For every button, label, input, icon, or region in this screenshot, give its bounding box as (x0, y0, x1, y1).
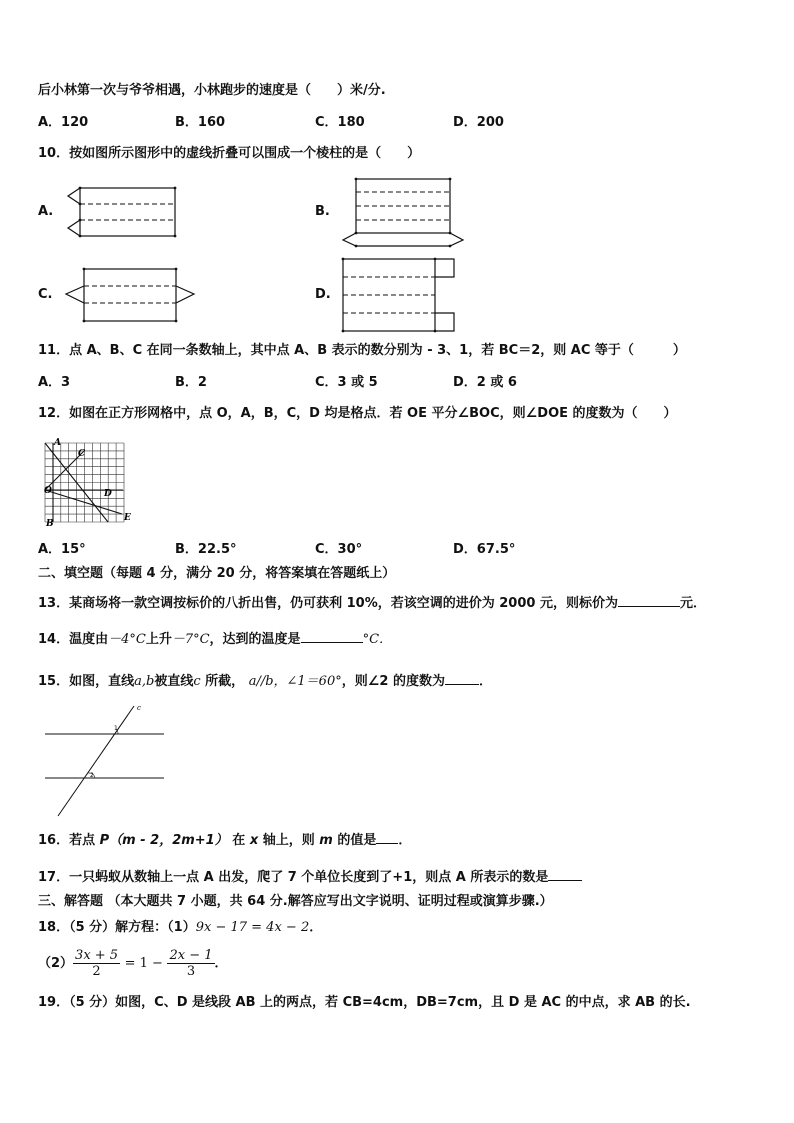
q16-text-3: 轴上，则 (262, 833, 315, 848)
q19-text: 19．（5 分）如图，C、D 是线段 AB 上的两点，若 CB=4cm，DB=7cm，且 D 是 AC 的中点，求 AB 的长. (38, 995, 691, 1010)
q18-equals: = 1 − (124, 956, 163, 971)
q11-stem: 11．点 A、B、C 在同一条数轴上，其中点 A、B 表示的数分别为 - 3、1，若 BC＝2，则 AC 等于（ ） (38, 343, 686, 358)
q15-text-4: ，则∠2 的度数为 (341, 674, 445, 689)
q9-option-c: C．180 (315, 115, 365, 130)
q10-figure-b (340, 176, 470, 248)
q15-parallel-lines-figure (42, 702, 172, 820)
section-3-heading: 三、解答题 （本大题共 7 小题，共 64 分.解答应写出文字说明、证明过程或演算步骤.） (38, 894, 553, 909)
q13 (38, 594, 706, 612)
q18-equation-1: 9x − 17 = 4x − 2 (195, 920, 310, 935)
q12-option-c: C．30° (315, 542, 363, 557)
q13-unit: 元． (679, 596, 706, 611)
q16-answer-blank[interactable] (376, 831, 398, 844)
fraction-2-denominator: 3 (186, 964, 196, 979)
q9-stem-tail: 后小林第一次与爷爷相遇，小林跑步的速度是（ ）米/分. (38, 83, 386, 98)
q14-text-3: ，达到的温度是 (209, 632, 301, 647)
label-c: c (137, 704, 141, 712)
q15-end: ． (478, 674, 492, 689)
q17-text: 17．一只蚂蚁从数轴上一点 A 出发，爬了 7 个单位长度到了+1，则点 A 所表示的数是 (38, 870, 549, 885)
q14-text-1: 14．温度由 (38, 632, 109, 647)
q14 (38, 630, 392, 648)
q15-text-2: 被直线 (154, 674, 194, 689)
q16-point: P（m - 2，2m+1） (99, 833, 228, 848)
q11-option-c: C．3 或 5 (315, 375, 378, 390)
label-b: B (46, 519, 54, 529)
fraction-1-numerator: 3x + 5 (75, 948, 119, 963)
q9-option-a: A．120 (38, 115, 89, 130)
q16-text-4: 的值是 (337, 833, 377, 848)
q15-condition: a//b，∠1＝60° (248, 674, 342, 689)
q10-figure-d (340, 256, 460, 334)
q11-option-d: D．2 或 6 (453, 375, 517, 390)
fraction-1 (73, 948, 120, 979)
q14-text-2: 上升 (145, 632, 172, 647)
q17 (38, 868, 582, 886)
q15-transversal: c (193, 674, 201, 689)
q10-label-b: B. (315, 204, 330, 219)
label-d: D (104, 489, 112, 499)
label-c: C (78, 449, 86, 459)
q12-option-b: B．22.5° (175, 542, 237, 557)
angle-1-label: 1 (114, 725, 118, 732)
q14-answer-blank[interactable] (301, 630, 363, 643)
q16-text-2: 在 (232, 833, 246, 848)
q18-end: ． (214, 956, 228, 971)
fraction-1-denominator: 2 (92, 964, 101, 979)
q10-label-c: C. (38, 287, 53, 302)
q15-text-3: 所截， (205, 674, 245, 689)
q14-start-temp: －4°C (108, 632, 146, 647)
q12-stem: 12．如图在正方形网格中，点 O，A，B，C，D 均是格点．若 OE 平分∠BOC，则∠DOE 的度数为（ ） (38, 406, 677, 421)
q15-text-1: 15．如图，直线 (38, 674, 135, 689)
q13-text: 13．某商场将一款空调按标价的八折出售，仍可获利 10%，若该空调的进价为 2000 元，则标价为 (38, 596, 618, 611)
section-2-heading: 二、填空题（每题 4 分，满分 20 分，将答案填在答题纸上） (38, 566, 396, 581)
q16-text-1: 16．若点 (38, 833, 96, 848)
q15 (38, 672, 492, 690)
q16-end: ． (398, 833, 412, 848)
q15-lines: a,b (134, 674, 155, 689)
q18-part-2-label: （2） (38, 956, 74, 971)
q14-unit: °C． (362, 632, 393, 647)
q10-figure-a (60, 180, 180, 240)
q18-dot: ． (309, 920, 323, 935)
angle-2-label: 2 (90, 772, 94, 779)
fraction-2 (167, 948, 214, 979)
q9-option-d: D．200 (453, 115, 504, 130)
q18-text: 18．（5 分）解方程：（1） (38, 920, 196, 935)
q16 (38, 831, 411, 849)
label-o: O (44, 486, 52, 496)
q11-option-b: B．2 (175, 375, 207, 390)
q12-option-d: D．67.5° (453, 542, 516, 557)
label-e: E (124, 513, 131, 523)
q15-answer-blank[interactable] (445, 672, 479, 685)
q18-part-1 (38, 920, 322, 936)
q16-axis: x (249, 833, 259, 848)
q11-option-a: A．3 (38, 375, 71, 390)
q17-answer-blank[interactable] (548, 868, 582, 881)
q10-stem: 10．按如图所示图形中的虚线折叠可以围成一个棱柱的是（ ） (38, 146, 421, 161)
q12-option-a: A．15° (38, 542, 86, 557)
q10-figure-c (60, 265, 200, 325)
q13-answer-blank[interactable] (618, 594, 680, 607)
q18-part-2 (38, 944, 228, 984)
q12-grid-figure (38, 436, 138, 528)
fraction-2-numerator: 2x − 1 (169, 948, 213, 963)
q16-var: m (319, 833, 333, 848)
label-a: A (54, 438, 61, 448)
q10-label-d: D. (315, 287, 331, 302)
q9-option-b: B．160 (175, 115, 226, 130)
q14-change: －7°C (171, 632, 210, 647)
q10-label-a: A. (38, 204, 54, 219)
